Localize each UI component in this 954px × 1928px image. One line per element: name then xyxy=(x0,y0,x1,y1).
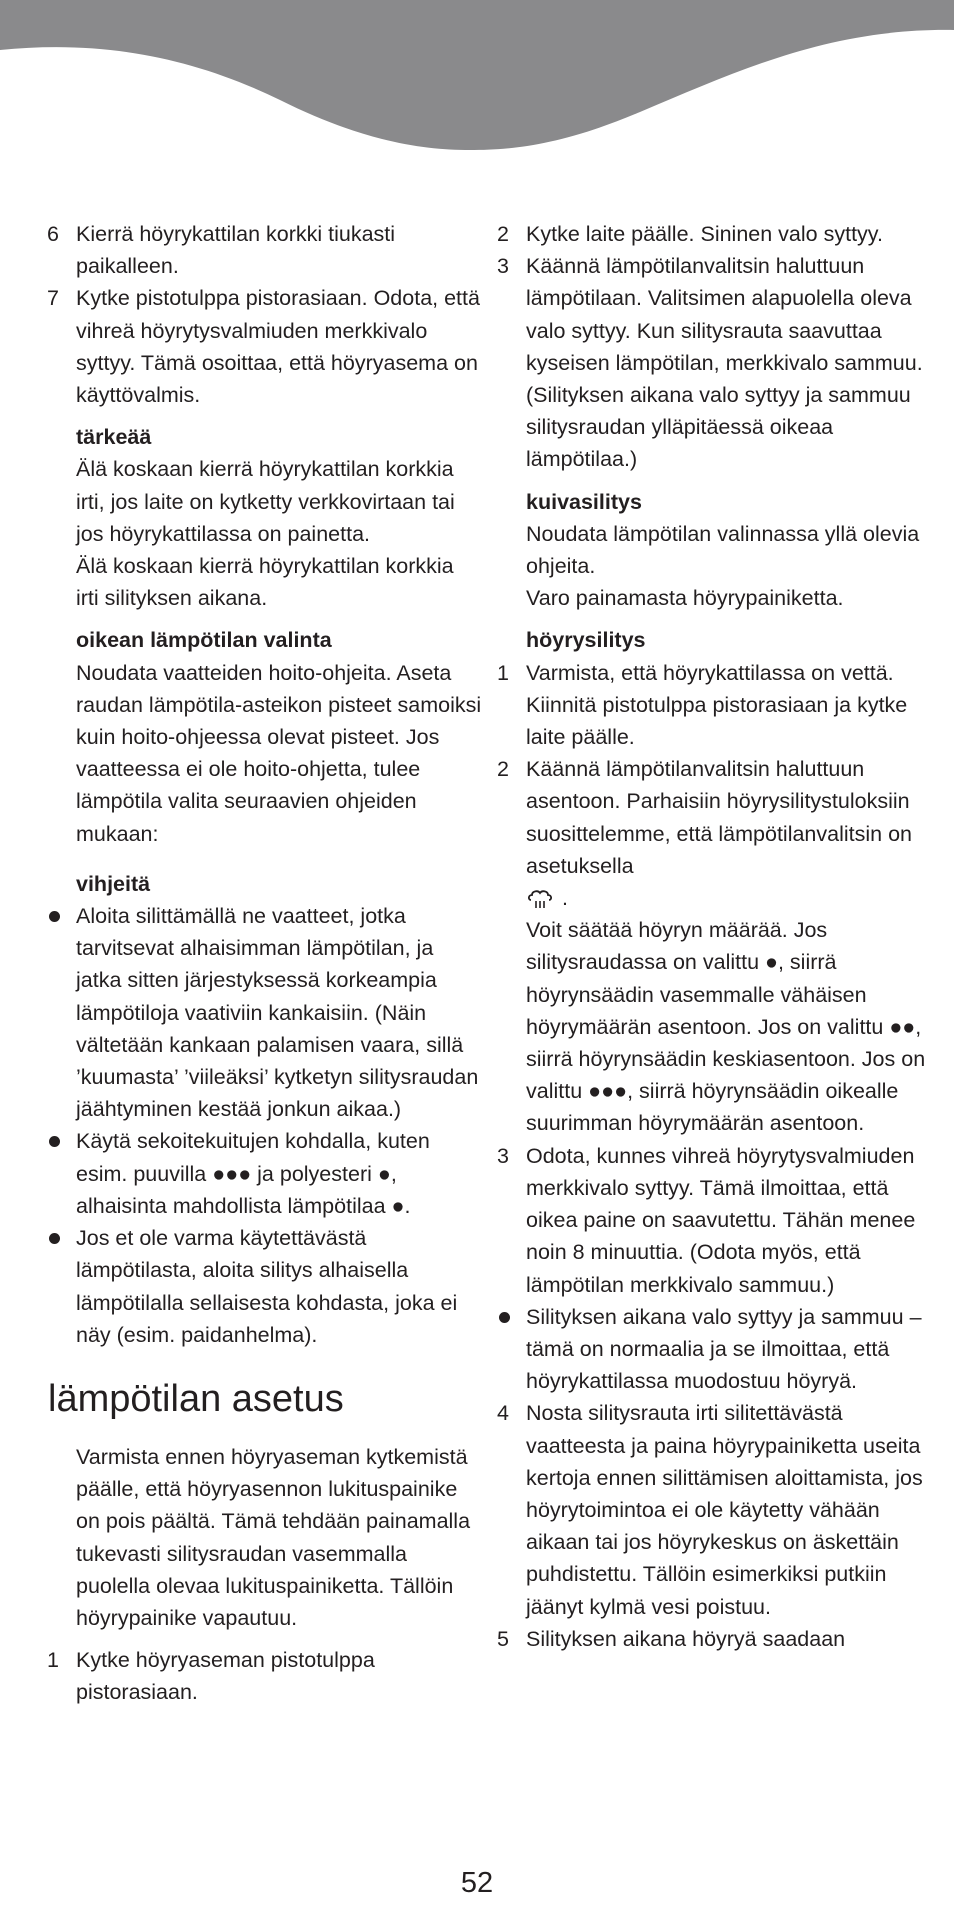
important-text-2: Älä koskaan kierrä höyrykattilan korkkia irti silityksen aikana. xyxy=(76,554,454,611)
bullet-icon xyxy=(44,1222,76,1351)
step-2-dot: . xyxy=(561,886,568,911)
temperature-heading: oikean lämpötilan valinta xyxy=(76,628,332,653)
steam-amount-text: Voit säätää höyryn määrää. Jos silitysraudassa on valittu ●, siirrä höyrynsäädin vasemmalle vähäisen höyrymäärän asentoon. Jos on valittu ●●, siirrä höyrynsäädin keskiasentoon. Jos on valittu ●●●, siirrä höyrynsäädin oikealle suurimman höyrymäärän asentoon. xyxy=(526,918,926,1136)
step-text: Varmista, että höyrykattilassa on vettä. Kiinnitä pistotulppa pistorasiaan ja kytke laite päälle. xyxy=(526,660,908,750)
step-number: 2 xyxy=(497,757,509,782)
step-text: Nosta silitysrauta irti silitettävästä vaatteesta ja paina höyrypainiketta useita kertoja ennen silittämisen aloittamista, jos höyrytoimintoa ei ole käytetty vähään aikaan tai jos höyrykeskus on äskettäin puhdistettu. Tällöin esimerkiksi putkiin jäänyt kylmä vesi poistuu. xyxy=(526,1401,923,1619)
step-text: Käännä lämpötilanvalitsin haluttuun lämpötilaan. Valitsimen alapuolella oleva valo syttyy. Kun silitysrauta saavuttaa kyseisen lämpötilan, merkkivalo sammuu. (Silityksen aikana valo syttyy ja sammuu silitysraudan ylläpitäessä oikeaa lämpötilaa.) xyxy=(526,254,923,472)
important-text-1: Älä koskaan kierrä höyrykattilan korkkia irti, jos laite on kytketty verkkovirtaan tai jos höyrykattilassa on painetta. xyxy=(76,457,455,546)
step-text: Kytke laite päälle. Sininen valo syttyy. xyxy=(526,222,883,246)
bullet-icon xyxy=(44,1125,76,1222)
steam-ironing-heading: höyrysilitys xyxy=(526,628,646,653)
dry-ironing-text-1: Noudata lämpötilan valinnassa yllä olevia ohjeita. xyxy=(526,521,920,579)
step-text: Odota, kunnes vihreä höyrytysvalmiuden merkkivalo syttyy. Tämä ilmoittaa, että oikea paine on saavutettu. Tähän menee noin 8 minuuttia. (Odota myös, että lämpötilan merkkivalo sammuu.) xyxy=(526,1143,916,1297)
temperature-text: Noudata vaatteiden hoito-ohjeita. Aseta raudan lämpötila-asteikon pisteet samoiksi kuin hoito-ohjeessa olevat pisteet. Jos vaatteessa ei ole hoito-ohjetta, tulee lämpötila valita seuraavien ohjeiden mukaan: xyxy=(76,660,482,846)
bullet-text: Silityksen aikana valo syttyy ja sammuu – tämä on normaalia ja se ilmoittaa, että höyrykattilassa muodostuu höyryä. xyxy=(526,1304,922,1394)
steam-setting-icon xyxy=(526,888,556,910)
step-2 xyxy=(494,218,934,250)
hint-item xyxy=(44,1125,482,1222)
right-column xyxy=(494,218,934,1655)
hint-item xyxy=(44,900,482,1125)
step-6 xyxy=(44,218,482,282)
step-number: 4 xyxy=(497,1401,509,1426)
hint-item xyxy=(44,1222,482,1351)
left-column xyxy=(44,218,482,1709)
steam-step-5 xyxy=(494,1623,934,1655)
hint-text: Aloita silittämällä ne vaatteet, jotka tarvitsevat alhaisimman lämpötilan, ja jatka sitten järjestyksessä korkeampia lämpötiloja vaativiin kankaisiin. (Näin vältetään kankaan palamisen vaara, sillä ’kuumasta’ ’viileäksi’ kytketyn silitysraudan jäähtyminen kestää jonkun aikaa.) xyxy=(76,904,479,1122)
step-text: Silityksen aikana höyryä saadaan xyxy=(526,1626,846,1651)
step-3 xyxy=(494,250,934,475)
section-title: lämpötilan asetus xyxy=(48,1377,344,1420)
header-wave-decoration xyxy=(0,0,954,160)
steam-step-4 xyxy=(494,1397,934,1622)
step-number: 6 xyxy=(47,222,59,246)
steam-step-3 xyxy=(494,1140,934,1301)
bullet-icon xyxy=(44,900,76,1125)
hint-text: Jos et ole varma käytettävästä lämpötilasta, aloita silitys alhaisella lämpötilalla sellaisesta kohdasta, joka ei näy (esim. paidanhelma). xyxy=(76,1226,458,1347)
step-text xyxy=(526,753,934,914)
step-number: 5 xyxy=(497,1626,509,1651)
step-text: Kytke höyryaseman pistotulppa pistorasiaan. xyxy=(76,1648,375,1705)
hint-text: Käytä sekoitekuitujen kohdalla, kuten esim. puuvilla ●●● ja polyesteri ●, alhaisinta mahdollista lämpötilaa ●. xyxy=(76,1129,430,1218)
step-number: 2 xyxy=(497,222,509,246)
dry-ironing-heading: kuivasilitys xyxy=(526,489,642,514)
setting-step-1 xyxy=(44,1644,482,1708)
step-number: 3 xyxy=(497,1143,509,1168)
step-text: Kytke pistotulppa pistorasiaan. Odota, että vihreä höyrytysvalmiuden merkkivalo syttyy. Tämä osoittaa, että höyryasema on käyttövalmis. xyxy=(76,286,480,408)
page-number: 52 xyxy=(460,1867,494,1899)
bullet-icon xyxy=(494,1301,526,1398)
step-number: 3 xyxy=(497,254,509,279)
hints-heading: vihjeitä xyxy=(76,871,151,896)
dry-ironing-text-2: Varo painamasta höyrypainiketta. xyxy=(526,586,844,611)
step-number: 7 xyxy=(47,286,59,311)
setting-intro: Varmista ennen höyryaseman kytkemistä päälle, että höyryasennon lukituspainike on pois päältä. Tämä tehdään painamalla tukevasti silitysraudan vasemmalla puolella olevaa lukituspainiketta. Tällöin höyrypainike vapautuu. xyxy=(76,1444,471,1630)
steam-step-1 xyxy=(494,657,934,754)
step-2-text: Käännä lämpötilanvalitsin haluttuun asentoon. Parhaisiin höyrysilitystuloksiin suosittelemme, että lämpötilanvalitsin on asetuksella xyxy=(526,757,912,878)
steam-bullet xyxy=(494,1301,934,1398)
step-number: 1 xyxy=(47,1648,59,1673)
steam-step-2 xyxy=(494,753,934,914)
step-7 xyxy=(44,282,482,411)
step-number: 1 xyxy=(497,660,509,685)
step-text: Kierrä höyrykattilan korkki tiukasti paikalleen. xyxy=(76,222,396,279)
important-heading: tärkeää xyxy=(76,425,152,450)
